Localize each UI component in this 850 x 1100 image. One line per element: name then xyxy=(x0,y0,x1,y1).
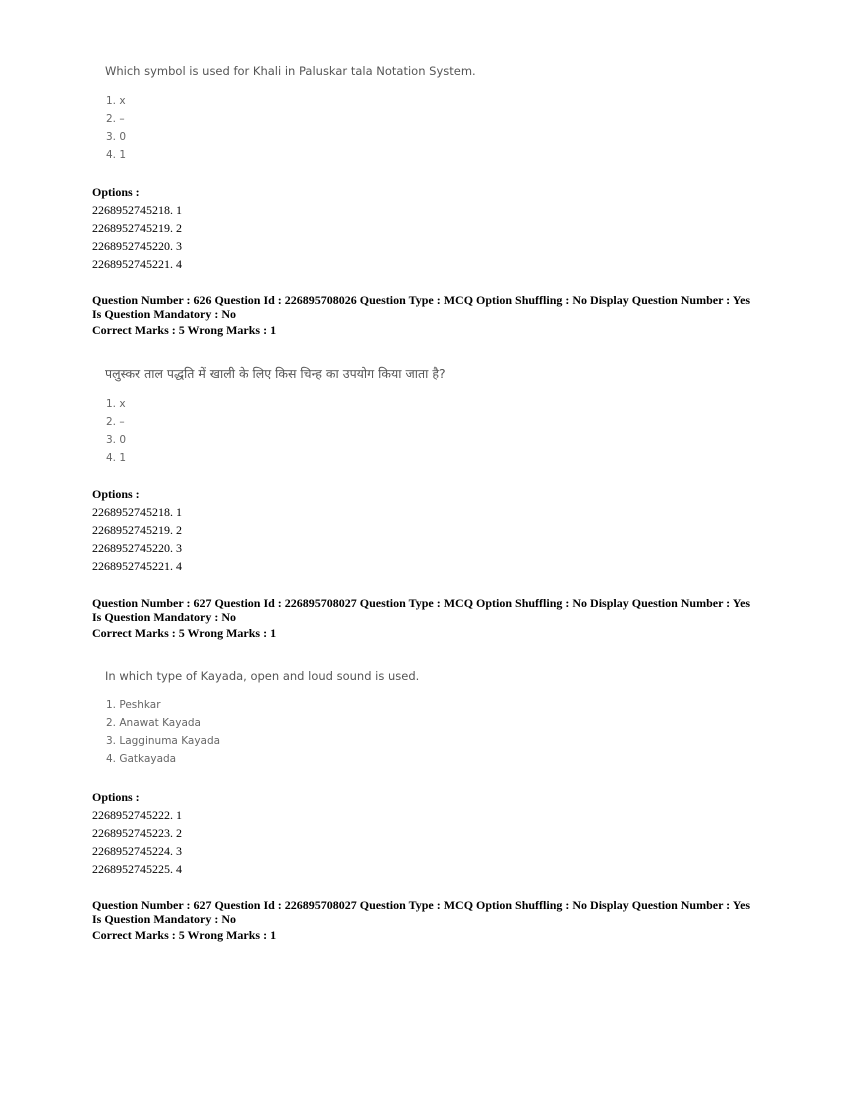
options-block xyxy=(92,485,182,575)
options-label: Options : xyxy=(92,487,140,501)
question-meta-header: Question Number : 627 Question Id : 226895708027 Question Type : MCQ Option Shuffling : No Display Question Number : Yes Is Question Mandatory : No xyxy=(92,596,751,624)
choice-item: 4. 1 xyxy=(106,452,127,464)
question-marks: Correct Marks : 5 Wrong Marks : 1 xyxy=(92,323,277,337)
question-choices xyxy=(106,696,220,768)
question-text: पलुस्कर ताल पद्धति में खाली के लिए किस चिन्ह का उपयोग किया जाता है? xyxy=(105,366,446,381)
option-id: 2268952745220. 3 xyxy=(92,239,182,253)
question-meta xyxy=(92,293,762,337)
option-id: 2268952745224. 3 xyxy=(92,844,182,858)
choice-item: 4. Gatkayada xyxy=(106,753,177,765)
question-marks: Correct Marks : 5 Wrong Marks : 1 xyxy=(92,928,277,942)
options-block xyxy=(92,183,182,273)
option-id: 2268952745221. 4 xyxy=(92,559,182,573)
options-label: Options : xyxy=(92,790,140,804)
question-choices xyxy=(106,395,126,467)
choice-item: 1. Peshkar xyxy=(106,699,161,711)
choice-item: 2. Anawat Kayada xyxy=(106,717,201,729)
question-choices xyxy=(106,92,126,164)
option-id: 2268952745219. 2 xyxy=(92,221,182,235)
choice-item: 3. 0 xyxy=(106,434,127,446)
question-meta xyxy=(92,596,762,640)
question-marks: Correct Marks : 5 Wrong Marks : 1 xyxy=(92,626,277,640)
question-meta xyxy=(92,898,762,942)
option-id: 2268952745225. 4 xyxy=(92,862,182,876)
question-text: Which symbol is used for Khali in Paluskar tala Notation System. xyxy=(105,64,476,78)
option-id: 2268952745218. 1 xyxy=(92,203,182,217)
choice-item: 1. x xyxy=(106,95,126,107)
choice-item: 3. Lagginuma Kayada xyxy=(106,735,221,747)
options-block xyxy=(92,788,182,878)
choice-item: 2. – xyxy=(106,113,125,125)
choice-item: 2. – xyxy=(106,416,125,428)
option-id: 2268952745223. 2 xyxy=(92,826,182,840)
option-id: 2268952745219. 2 xyxy=(92,523,182,537)
choice-item: 4. 1 xyxy=(106,149,127,161)
option-id: 2268952745220. 3 xyxy=(92,541,182,555)
choice-item: 1. x xyxy=(106,398,126,410)
question-meta-header: Question Number : 626 Question Id : 226895708026 Question Type : MCQ Option Shuffling : No Display Question Number : Yes Is Question Mandatory : No xyxy=(92,293,751,321)
question-meta-header: Question Number : 627 Question Id : 226895708027 Question Type : MCQ Option Shuffling : No Display Question Number : Yes Is Question Mandatory : No xyxy=(92,898,751,926)
options-label: Options : xyxy=(92,185,140,199)
option-id: 2268952745222. 1 xyxy=(92,808,182,822)
choice-item: 3. 0 xyxy=(106,131,127,143)
question-text: In which type of Kayada, open and loud sound is used. xyxy=(105,669,420,683)
option-id: 2268952745221. 4 xyxy=(92,257,182,271)
option-id: 2268952745218. 1 xyxy=(92,505,182,519)
